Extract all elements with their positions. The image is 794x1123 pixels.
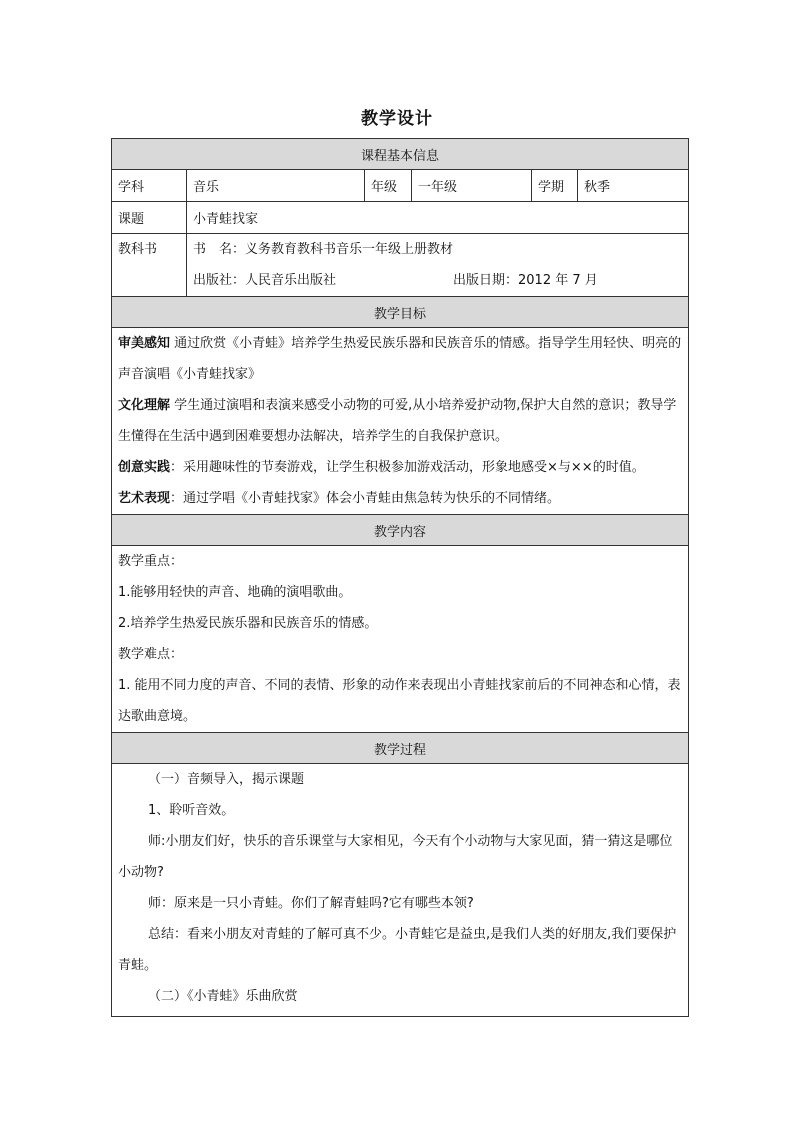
key-points-label: 教学重点： xyxy=(118,554,184,569)
process-header-row xyxy=(112,733,689,764)
publisher-line xyxy=(193,265,682,296)
basic-info-row xyxy=(112,170,689,202)
goals-header-row xyxy=(112,297,689,328)
publish-date: 出版日期：2012 年 7 月 xyxy=(453,273,598,288)
term-label: 学期 xyxy=(532,170,578,202)
subject-value: 音乐 xyxy=(187,170,365,202)
teacher-line-1: 师:小朋友们好，快乐的音乐课堂与大家相见，今天有个小动物与大家见面，猜一猜这是哪位小动物? xyxy=(118,834,673,880)
difficulty-1: 1. 能用不同力度的声音、不同的表情、形象的动作来表现出小青蛙找家前后的不同神态和心情，表达歌曲意境。 xyxy=(118,678,681,724)
topic-value: 小青蛙找家 xyxy=(187,202,689,234)
content-row xyxy=(112,546,689,733)
grade-value: 一年级 xyxy=(412,170,532,202)
book-name-line: 书 名：义务教育教科书音乐一年级上册教材 xyxy=(193,242,454,257)
content-header: 教学内容 xyxy=(112,515,689,546)
goal-creativity: 创意实践：采用趣味性的节奏游戏，让学生积极参加游戏活动，形象地感受×与××的时值。 xyxy=(118,460,645,475)
goals-row xyxy=(112,328,689,515)
teacher-line-2: 师：原来是一只小青蛙。你们了解青蛙吗?它有哪些本领? xyxy=(148,896,474,911)
process-body xyxy=(112,764,689,1017)
goal-aesthetic: 审美感知 通过欣赏《小青蛙》培养学生热爱民族乐器和民族音乐的情感。指导学生用轻快、明亮的声音演唱《小青蛙找家》 xyxy=(118,336,682,382)
document-title: 教学设计 xyxy=(361,109,433,129)
lesson-plan-table xyxy=(111,138,689,1017)
basic-info-header-row xyxy=(112,139,689,170)
content-body xyxy=(112,546,689,733)
goal-expression: 艺术表现：通过学唱《小青蛙找家》体会小青蛙由焦急转为快乐的不同情绪。 xyxy=(118,491,561,506)
key-point-2: 2.培养学生热爱民族乐器和民族音乐的情感。 xyxy=(118,616,378,631)
process-row xyxy=(112,764,689,1017)
publisher: 出版社：人民音乐出版社 xyxy=(193,273,337,288)
goals-content xyxy=(112,328,689,515)
process-header: 教学过程 xyxy=(112,733,689,764)
goals-header: 教学目标 xyxy=(112,297,689,328)
textbook-row xyxy=(112,234,689,297)
subject-label: 学科 xyxy=(112,170,187,202)
textbook-label: 教科书 xyxy=(112,234,187,297)
step-listen: 1、聆听音效。 xyxy=(148,803,235,818)
basic-info-header: 课程基本信息 xyxy=(112,139,689,170)
difficulty-label: 教学难点： xyxy=(118,647,184,662)
key-point-1: 1.能够用轻快的声音、地确的演唱歌曲。 xyxy=(118,585,352,600)
term-value: 秋季 xyxy=(578,170,689,202)
section-1-title: （一）音频导入，揭示课题 xyxy=(148,772,305,787)
content-header-row xyxy=(112,515,689,546)
summary-line: 总结：看来小朋友对青蛙的了解可真不少。小青蛙它是益虫,是我们人类的好朋友,我们要保护青蛙。 xyxy=(118,927,677,973)
topic-label: 课题 xyxy=(112,202,187,234)
goal-culture: 文化理解 学生通过演唱和表演来感受小动物的可爱,从小培养爱护动物,保护大自然的意识；教导学生懂得在生活中遇到困难要想办法解决，培养学生的自我保护意识。 xyxy=(118,398,677,444)
topic-row xyxy=(112,202,689,234)
textbook-info xyxy=(187,234,689,297)
grade-label: 年级 xyxy=(365,170,412,202)
section-2-title: （二）《小青蛙》乐曲欣赏 xyxy=(148,989,298,1004)
